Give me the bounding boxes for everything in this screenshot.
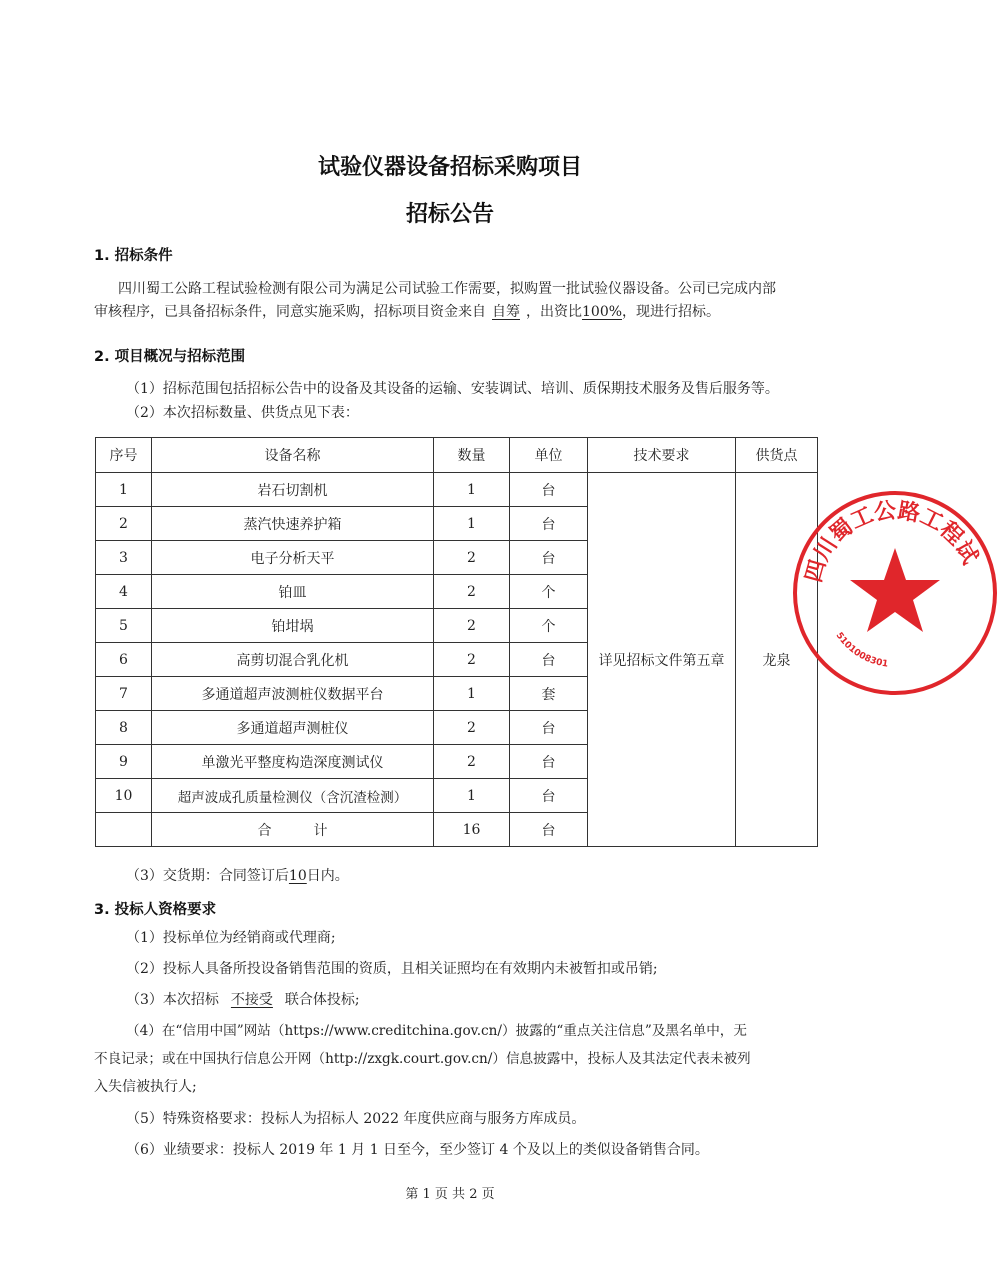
total-qty: 16	[434, 813, 510, 847]
row-qty: 2	[434, 711, 510, 745]
row-unit: 台	[510, 473, 588, 507]
total-label: 合 计	[152, 813, 434, 847]
row-name: 单激光平整度构造深度测试仪	[152, 745, 434, 779]
section1-text-c: ，出资比	[526, 304, 582, 320]
section3-item1: （1）投标单位为经销商或代理商;	[126, 930, 336, 946]
row-name: 铂坩埚	[152, 609, 434, 643]
delivery-days: 10	[288, 868, 307, 884]
company-seal	[790, 488, 1000, 698]
row-qty: 2	[434, 745, 510, 779]
row-unit: 台	[510, 541, 588, 575]
row-no: 10	[96, 779, 152, 813]
seal-arc-path-text: 四川蜀工公路工程试	[801, 498, 983, 586]
row-unit: 个	[510, 609, 588, 643]
section3-item3-a: （3）本次招标	[126, 992, 219, 1008]
section3-item2: （2）投标人具备所投设备销售范围的资质，且相关证照均在有效期内未被暂扣或吊销;	[126, 961, 658, 977]
row-unit: 个	[510, 575, 588, 609]
row-name: 多通道超声测桩仪	[152, 711, 434, 745]
row-unit: 台	[510, 745, 588, 779]
row-unit: 套	[510, 677, 588, 711]
row-name: 铂皿	[152, 575, 434, 609]
consortium-policy: 不接受	[230, 992, 273, 1008]
section1-line2	[94, 299, 720, 325]
section2-item1: （1）招标范围包括招标公告中的设备及其设备的运输、安装调试、培训、质保期技术服务及售后服务等。	[126, 381, 779, 397]
row-no: 5	[96, 609, 152, 643]
row-name: 多通道超声波测桩仪数据平台	[152, 677, 434, 711]
section2-item3	[126, 863, 349, 889]
table-row	[96, 473, 818, 507]
total-unit: 台	[510, 813, 588, 847]
header-tech: 技术要求	[588, 438, 736, 473]
row-qty: 2	[434, 609, 510, 643]
header-name: 设备名称	[152, 438, 434, 473]
row-name: 超声波成孔质量检测仪（含沉渣检测）	[152, 779, 434, 813]
delivery-point-cell: 龙泉	[736, 473, 818, 847]
row-no: 7	[96, 677, 152, 711]
section3-item3	[126, 987, 360, 1013]
row-qty: 2	[434, 541, 510, 575]
header-qty: 数量	[434, 438, 510, 473]
row-unit: 台	[510, 779, 588, 813]
section1-text-a: 四川蜀工公路工程试验检测有限公司为满足公司试验工作需要，拟购置一批试验仪器设备。公司已完成内部	[118, 281, 776, 297]
row-qty: 1	[434, 507, 510, 541]
section3-item4-line2: 不良记录；或在中国执行信息公开网（http://zxgk.court.gov.cn/）信息披露中，投标人及其法定代表未被列	[94, 1051, 751, 1067]
section3-item3-b: 联合体投标;	[284, 992, 360, 1008]
header-delivery: 供货点	[736, 438, 818, 473]
document-title: 试验仪器设备招标采购项目	[317, 155, 582, 180]
row-qty: 1	[434, 779, 510, 813]
seal-number	[834, 631, 889, 670]
row-name: 岩石切割机	[152, 473, 434, 507]
seal-number-path: 5101008301	[833, 630, 889, 670]
section3-item6: （6）业绩要求：投标人 2019 年 1 月 1 日至今，至少签订 4 个及以上的类似设备销售合同。	[126, 1142, 709, 1158]
row-unit: 台	[510, 711, 588, 745]
section1-text-d: ，现进行招标。	[622, 304, 721, 320]
row-name: 电子分析天平	[152, 541, 434, 575]
row-unit: 台	[510, 643, 588, 677]
equipment-table	[95, 437, 818, 847]
delivery-text-b: 日内。	[306, 868, 349, 884]
header-unit: 单位	[510, 438, 588, 473]
row-name: 高剪切混合乳化机	[152, 643, 434, 677]
section3-heading: 3. 投标人资格要求	[94, 902, 217, 918]
header-no: 序号	[96, 438, 152, 473]
row-qty: 2	[434, 643, 510, 677]
row-no: 2	[96, 507, 152, 541]
table-header-row	[96, 438, 818, 473]
row-unit: 台	[510, 507, 588, 541]
row-name: 蒸汽快速养护箱	[152, 507, 434, 541]
section3-item5: （5）特殊资格要求：投标人为招标人 2022 年度供应商与服务方库成员。	[126, 1111, 586, 1127]
row-no: 3	[96, 541, 152, 575]
section2-heading: 2. 项目概况与招标范围	[94, 349, 246, 365]
row-no: 9	[96, 745, 152, 779]
row-qty: 1	[434, 473, 510, 507]
row-no: 6	[96, 643, 152, 677]
fund-source: 自筹	[492, 304, 520, 320]
tech-requirement-cell: 详见招标文件第五章	[588, 473, 736, 847]
fund-ratio: 100%	[582, 304, 623, 320]
section1-text-b: 审核程序，已具备招标条件，同意实施采购，招标项目资金来自	[94, 304, 486, 320]
row-no: 1	[96, 473, 152, 507]
total-no-empty	[96, 813, 152, 847]
row-qty: 2	[434, 575, 510, 609]
section2-item2: （2）本次招标数量、供货点见下表：	[126, 405, 359, 421]
row-no: 8	[96, 711, 152, 745]
document-subtitle: 招标公告	[405, 202, 494, 227]
row-qty: 1	[434, 677, 510, 711]
page-number: 第 1 页 共 2 页	[405, 1187, 495, 1202]
section3-item4-line3: 入失信被执行人;	[94, 1079, 197, 1095]
section1-heading: 1. 招标条件	[94, 248, 173, 264]
section3-item4-line1: （4）在“信用中国”网站（https://www.creditchina.gov.cn/）披露的“重点关注信息”及黑名单中，无	[126, 1023, 747, 1039]
row-no: 4	[96, 575, 152, 609]
delivery-text-a: （3）交货期：合同签订后	[126, 868, 289, 884]
seal-star-icon	[850, 548, 940, 632]
